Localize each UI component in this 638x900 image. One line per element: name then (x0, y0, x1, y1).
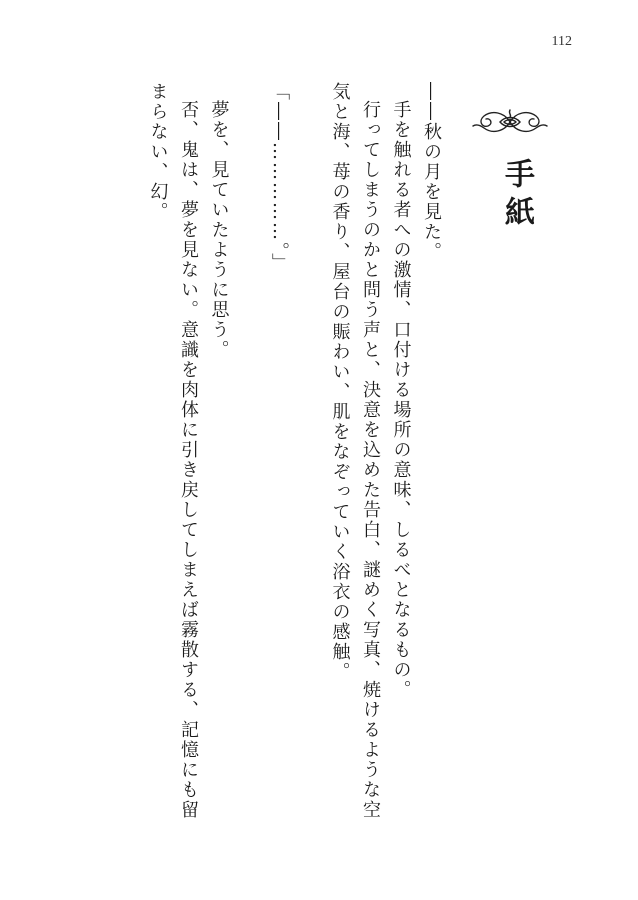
chapter-title: 手紙 (499, 158, 534, 234)
page-number: 112 (551, 34, 572, 49)
text-line: 夢を、見ていたように思う。 (208, 100, 230, 360)
blank-line (234, 82, 264, 882)
text-line: 行ってしまうのかと問う声と、決意を込めた告白、謎めく写真、焼けるような空 (360, 100, 381, 820)
dialogue-line: 「――……………。」 (269, 82, 290, 273)
flourish-ornament-icon (470, 102, 550, 142)
text-line: まらない、幻。 (147, 82, 169, 222)
text-line: 手を触れる者への激情、口付ける場所の意味、しるべとなるもの。 (390, 100, 412, 700)
text-line: 気と海、苺の香り、屋台の賑わい、肌をなぞっていく浴衣の感触。 (329, 82, 351, 682)
body-text (142, 82, 446, 882)
text-line: 否、鬼は、夢を見ない。意識を肉体に引き戻してしまえば霧散する、記憶にも留 (178, 100, 199, 820)
blank-line (294, 82, 324, 882)
text-line: ――秋の月を見た。 (421, 82, 442, 262)
